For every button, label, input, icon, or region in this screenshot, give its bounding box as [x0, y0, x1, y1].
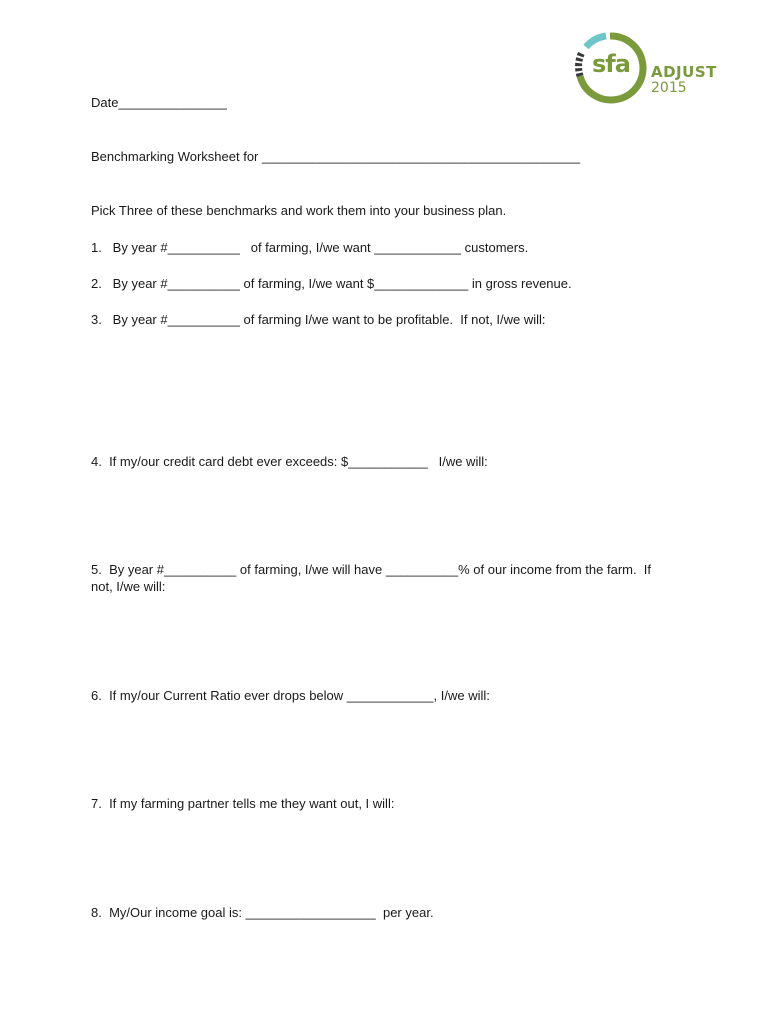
logo-event-text: ADJUST [651, 63, 717, 81]
instruction-text: Pick Three of these benchmarks and work them into your business plan. [91, 203, 507, 218]
logo-year-text: 2015 [651, 80, 687, 96]
benchmark-item-4[interactable]: 4. If my/our credit card debt ever exceeds: $___________ I/we will: [91, 454, 488, 469]
date-field[interactable]: Date_______________ [91, 95, 227, 110]
benchmark-item-2[interactable]: 2. By year #__________ of farming, I/we want $_____________ in gross revenue. [91, 276, 572, 291]
benchmark-item-8[interactable]: 8. My/Our income goal is: __________________ per year. [91, 905, 434, 920]
sfa-adjust-logo [572, 30, 722, 110]
benchmark-item-6[interactable]: 6. If my/our Current Ratio ever drops below ____________, I/we will: [91, 688, 490, 703]
benchmark-item-3[interactable]: 3. By year #__________ of farming I/we want to be profitable. If not, I/we will: [91, 312, 546, 327]
benchmark-item-7[interactable]: 7. If my farming partner tells me they want out, I will: [91, 796, 395, 811]
benchmark-item-1[interactable]: 1. By year #__________ of farming, I/we want ____________ customers. [91, 240, 529, 255]
worksheet-for-field[interactable]: Benchmarking Worksheet for ____________________________________________ [91, 149, 581, 164]
benchmark-item-5[interactable]: 5. By year #__________ of farming, I/we will have __________% of our income from the farm. If not, I/we will: [91, 562, 655, 594]
logo-sfa-text: sfa [592, 50, 630, 78]
